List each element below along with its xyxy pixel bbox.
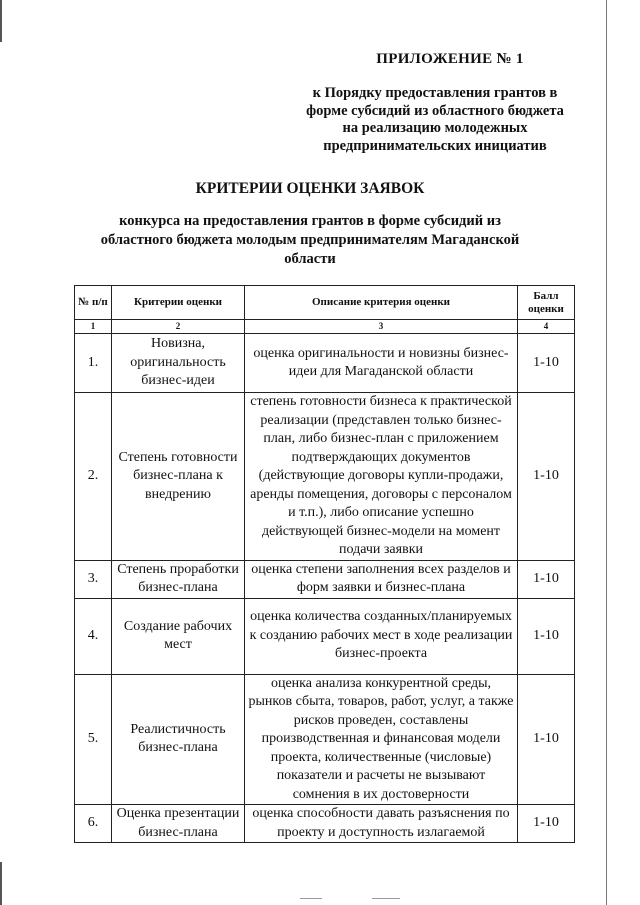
column-number: 4 — [518, 320, 575, 334]
row-number: 4. — [75, 598, 112, 674]
appendix-subtitle: к Порядку предоставления грантов в форме субсидий из областного бюджета на реализацию молодежных предпринимательских инициатив — [306, 85, 564, 154]
document-subtitle: конкурса на предоставления грантов в форме субсидий из областного бюджета молодым предпринимателям Магаданской области — [100, 213, 520, 267]
table-row — [75, 674, 575, 805]
row-number: 3. — [75, 560, 112, 598]
table-row — [75, 598, 575, 674]
header-description: Описание критерия оценки — [245, 286, 518, 320]
row-score: 1-10 — [518, 393, 575, 561]
row-description: оценка оригинальности и новизны бизнес-идеи для Магаданской области — [245, 334, 518, 393]
row-score: 1-10 — [518, 334, 575, 393]
column-number: 1 — [75, 320, 112, 334]
row-criterion: Новизна, оригинальность бизнес-идеи — [112, 334, 245, 393]
row-criterion: Степень проработки бизнес-плана — [112, 560, 245, 598]
scan-edge-mark — [0, 862, 2, 905]
table-row — [75, 805, 575, 843]
scan-mark — [300, 898, 322, 899]
row-number: 5. — [75, 674, 112, 805]
row-description: оценка способности давать разъяснения по проекту и доступность излагаемой — [245, 805, 518, 843]
document-title: КРИТЕРИИ ОЦЕНКИ ЗАЯВОК — [195, 180, 425, 197]
criteria-table — [74, 285, 575, 843]
row-criterion: Реалистичность бизнес-плана — [112, 674, 245, 805]
row-description: оценка анализа конкурентной среды, рынков сбыта, товаров, работ, услуг, а также рисков проведен, составлены производственная и финансовая модели проекта, количественные (числовые) показатели и расчеты не вызывают сомнения в их достоверности — [245, 674, 518, 805]
column-number: 2 — [112, 320, 245, 334]
row-score: 1-10 — [518, 598, 575, 674]
row-score: 1-10 — [518, 805, 575, 843]
scan-mark — [372, 898, 400, 899]
table-row — [75, 393, 575, 561]
scan-edge-mark — [0, 0, 2, 42]
table-row — [75, 334, 575, 393]
column-number-row — [75, 320, 575, 334]
row-criterion: Создание рабочих мест — [112, 598, 245, 674]
row-number: 2. — [75, 393, 112, 561]
row-description: степень готовности бизнеса к практической реализации (представлен только бизнес-план, либо бизнес-план с приложением подтверждающих документов (действующие договоры купли-продажи, аренды помещения, договоры с персоналом и т.п.), либо описание успешно действующей бизнес-модели на момент подачи заявки — [245, 393, 518, 561]
header-score: Балл оценки — [518, 286, 575, 320]
row-description: оценка количества созданных/планируемых к созданию рабочих мест в ходе реализации бизнес-проекта — [245, 598, 518, 674]
row-number: 6. — [75, 805, 112, 843]
row-criterion: Оценка презентации бизнес-плана — [112, 805, 245, 843]
row-criterion: Степень готовности бизнес-плана к внедрению — [112, 393, 245, 561]
row-score: 1-10 — [518, 674, 575, 805]
header-number: № п/п — [75, 286, 112, 320]
column-number: 3 — [245, 320, 518, 334]
table-header-row — [75, 286, 575, 320]
row-score: 1-10 — [518, 560, 575, 598]
appendix-title: ПРИЛОЖЕНИЕ № 1 — [376, 51, 524, 67]
row-description: оценка степени заполнения всех разделов и форм заявки и бизнес-плана — [245, 560, 518, 598]
table-row — [75, 560, 575, 598]
page-edge-line — [606, 0, 607, 905]
header-criterion: Критерии оценки — [112, 286, 245, 320]
row-number: 1. — [75, 334, 112, 393]
